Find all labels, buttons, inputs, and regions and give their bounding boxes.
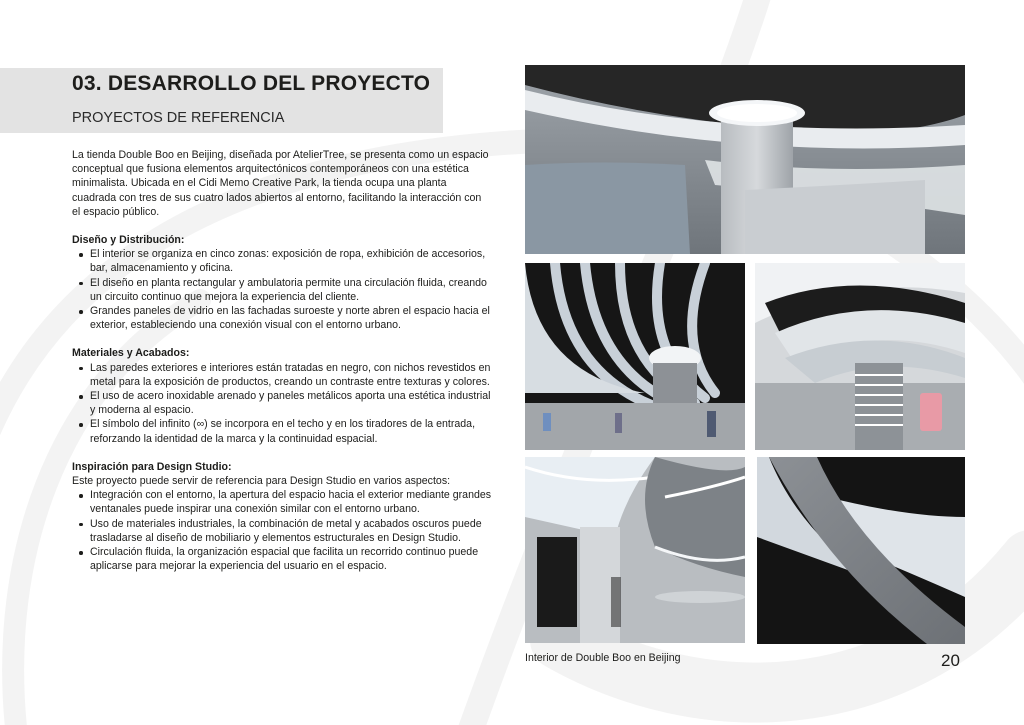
- list-item: Circulación fluida, la organización espacial que facilita un recorrido continuo puede aplicarse para mejorar la experiencia del usuario en el espacio.: [90, 545, 492, 573]
- page-number: 20: [941, 651, 960, 670]
- list-item: Grandes paneles de vidrio en las fachadas suroeste y norte abren el espacio hacia el exterior, estableciendo una conexión visual con el entorno urbano.: [90, 304, 492, 332]
- list-item: El símbolo del infinito (∞) se incorpora en el techo y en los tiradores de la entrada, reforzando la identidad de la marca y la continuidad espacial.: [90, 417, 492, 445]
- section-design-distribution: [72, 233, 492, 332]
- section-heading: Materiales y Acabados:: [72, 347, 190, 360]
- photo-corridor: [525, 457, 745, 643]
- gallery-caption: Interior de Double Boo en Beijing: [525, 652, 681, 664]
- bullet-list: [72, 247, 492, 332]
- intro-paragraph: La tienda Double Boo en Beijing, diseñada por AtelierTree, se presenta como un espacio conceptual que fusiona elementos arquitectónicos contemporáneos con una estética minimalista. Ubicada en el Cidi Memo Creative Park, la tienda ocupa una planta cuadrada con tres de sus cuatro lados abiertos al entorno, facilitando la interacción con el espacio público.: [72, 149, 489, 218]
- section-inspiration: [72, 460, 492, 574]
- list-item: Integración con el entorno, la apertura del espacio hacia el exterior mediante grandes ventanales puede inspirar una conexión similar con el entorno urbano.: [90, 489, 492, 516]
- photo-lit-column: [755, 263, 965, 450]
- bullet-list: [72, 488, 492, 573]
- page-subtitle: PROYECTOS DE REFERENCIA: [72, 110, 285, 126]
- photo-ceiling-ribbons: [525, 263, 745, 450]
- list-item: Uso de materiales industriales, la combinación de metal y acabados oscuros puede trasladarse al diseño de mobiliario y elementos estructurales en Design Studio.: [90, 517, 492, 545]
- bullet-list: [72, 361, 492, 446]
- photo-ribbon-detail: [757, 457, 965, 644]
- page-title: 03. DESARROLLO DEL PROYECTO: [72, 72, 431, 95]
- section-heading: Diseño y Distribución:: [72, 234, 185, 247]
- list-item: El interior se organiza en cinco zonas: exposición de ropa, exhibición de accesorios, bar, almacenamiento y oficina.: [90, 247, 492, 275]
- list-item: El uso de acero inoxidable arenado y paneles metálicos aporta una estética industrial y moderna al espacio.: [90, 390, 491, 417]
- body-text: [72, 148, 492, 573]
- section-lead: Este proyecto puede servir de referencia para Design Studio en varios aspectos:: [72, 475, 451, 488]
- list-item: El diseño en planta rectangular y ambulatoria permite una circulación fluida, creando un circuito continuo que mejora la experiencia del cliente.: [90, 276, 492, 304]
- photo-store-overview: [525, 65, 965, 254]
- list-item: Las paredes exteriores e interiores están tratadas en negro, con nichos revestidos en metal para la exposición de productos, creando un contraste entre texturas y colores.: [90, 361, 491, 388]
- section-materials-finishes: [72, 346, 492, 445]
- section-heading: Inspiración para Design Studio:: [72, 460, 232, 473]
